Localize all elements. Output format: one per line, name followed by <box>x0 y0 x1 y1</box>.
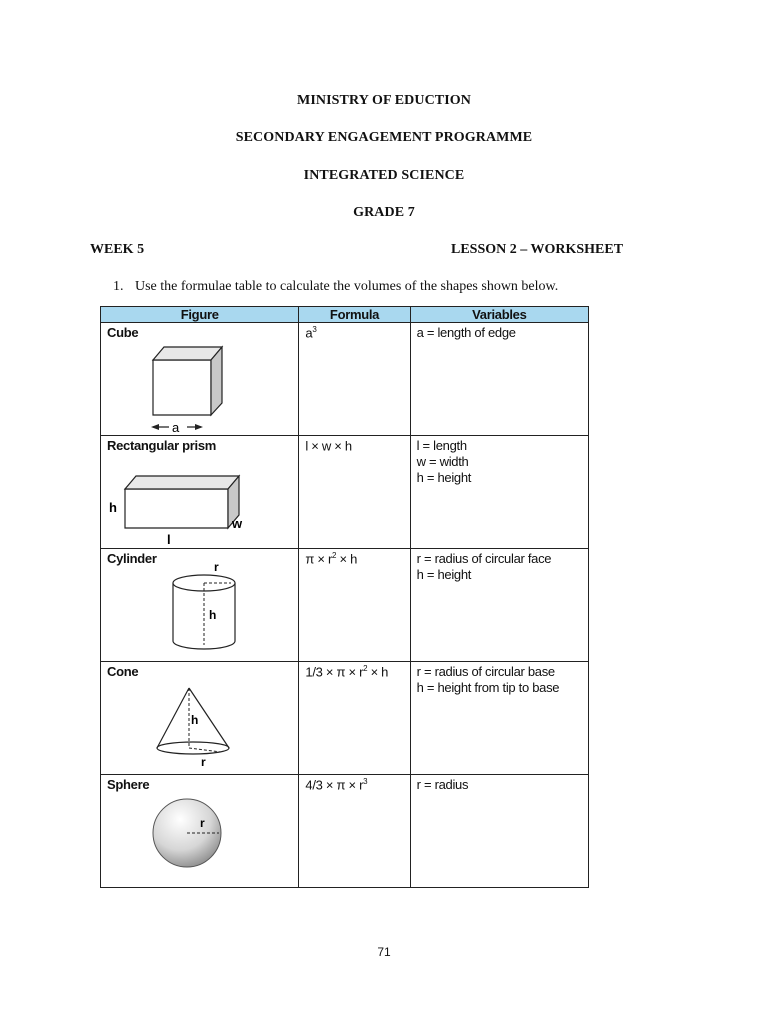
variable-line: r = radius of circular base <box>416 664 555 679</box>
formula-table <box>100 306 589 888</box>
ministry-heading: MINISTRY OF EDUCTION <box>297 93 471 108</box>
subject-heading: INTEGRATED SCIENCE <box>303 168 465 183</box>
lesson-label: LESSON 2 – WORKSHEET <box>451 242 624 257</box>
formula-cone: 1/3 × π × r <box>305 664 364 680</box>
cylinder-label-h: h <box>209 608 217 622</box>
cylinder-label-r: r <box>214 560 219 574</box>
sphere-label-r: r <box>200 816 205 830</box>
prism-label-h: h <box>109 500 117 515</box>
formula-cube-exponent: 3 <box>312 325 317 334</box>
figure-name-cube: Cube <box>107 325 139 340</box>
week-label: WEEK 5 <box>90 242 145 257</box>
formula-cylinder: π × r <box>305 551 333 567</box>
variable-line: h = height <box>416 470 472 485</box>
formula-cell-cylinder: $\pi \times r^2 \times h$ <box>299 549 410 662</box>
variables-cell-cone <box>410 662 588 775</box>
question-text: Use the formulae table to calculate the volumes of the shapes shown below. <box>135 279 559 294</box>
table-row <box>101 662 589 775</box>
header-formula: Formula <box>299 307 410 323</box>
cone-label-h: h <box>191 713 199 727</box>
variable-line: h = height <box>416 567 472 582</box>
grade-heading: GRADE 7 <box>353 205 415 220</box>
formula-prism: l × w × h <box>305 438 352 454</box>
variable-line: w = width <box>416 454 469 469</box>
table-header-row <box>101 307 589 323</box>
figure-name-sphere: Sphere <box>107 777 150 792</box>
figure-cell-cone <box>101 662 299 775</box>
table-row <box>101 323 589 436</box>
cube-label-a: a <box>172 420 179 435</box>
programme-heading: SECONDARY ENGAGEMENT PROGRAMME <box>235 130 533 145</box>
prism-label-w: w <box>232 516 242 531</box>
variables-cell-prism <box>410 436 588 549</box>
variable-line: l = length <box>416 438 467 453</box>
page-number: 71 <box>377 945 391 959</box>
header-variables: Variables <box>410 307 588 323</box>
variables-cell-cube <box>410 323 588 436</box>
formula-cell-prism <box>299 436 410 549</box>
prism-label-l: l <box>167 532 171 547</box>
table-row <box>101 436 589 549</box>
variables-cell-sphere <box>410 775 588 888</box>
question-1 <box>113 279 558 295</box>
variables-cell-cylinder <box>410 549 588 662</box>
formula-cell-cube <box>299 323 410 436</box>
table-row <box>101 775 589 888</box>
cone-label-r: r <box>201 755 206 769</box>
formula-cell-cone: $1/3 \times \pi \times r^2 \times h$ <box>299 662 410 775</box>
figure-cell-sphere <box>101 775 299 888</box>
figure-name-cylinder: Cylinder <box>107 551 157 566</box>
variable-line: r = radius of circular face <box>416 551 552 566</box>
figure-cell-cube <box>101 323 299 436</box>
header-figure: Figure <box>101 307 299 323</box>
figure-name-cone: Cone <box>107 664 139 679</box>
variable-line: r = radius <box>416 777 469 792</box>
formula-cell-sphere: $4/3 \times \pi \times r^3$ <box>299 775 410 888</box>
formula-cube: a <box>305 325 313 341</box>
question-number: 1. <box>113 279 124 294</box>
table-row <box>101 549 589 662</box>
variable-line: h = height from tip to base <box>416 680 560 695</box>
figure-cell-cylinder <box>101 549 299 662</box>
variable-line: a = length of edge <box>416 325 516 340</box>
figure-cell-prism <box>101 436 299 549</box>
formula-sphere: 4/3 × π × r <box>305 777 364 793</box>
figure-name-prism: Rectangular prism <box>107 438 217 453</box>
